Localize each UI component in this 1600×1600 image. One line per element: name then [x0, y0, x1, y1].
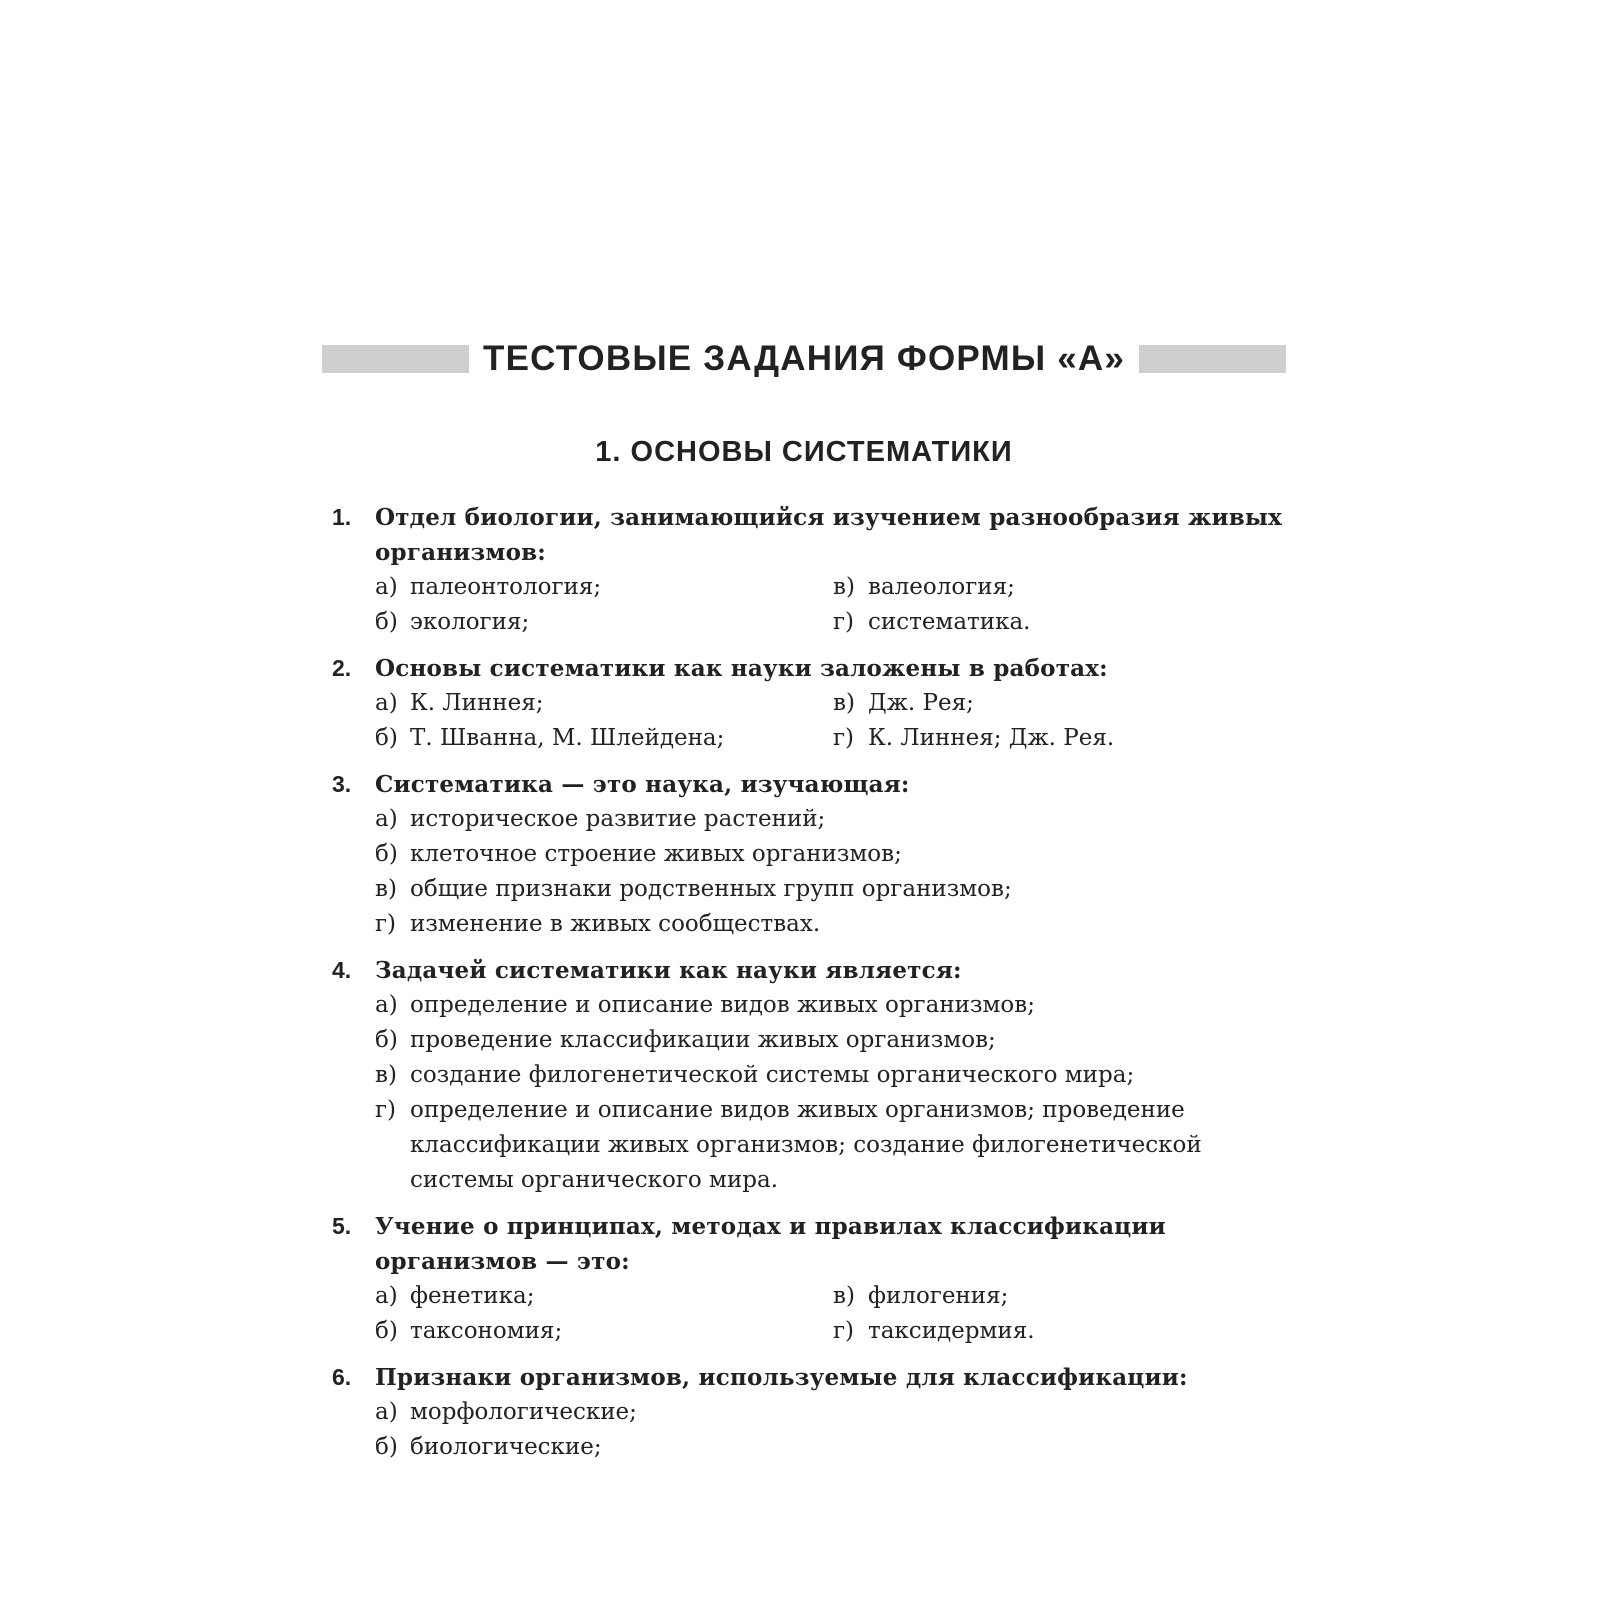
- answer-letter: б): [375, 1027, 398, 1053]
- question-number: 6.: [332, 1364, 352, 1390]
- question-header: [332, 767, 1292, 802]
- answer-list: [332, 802, 1292, 942]
- answer-option: [833, 1279, 1293, 1314]
- question-text: Систематика — это наука, изучающая:: [375, 771, 910, 798]
- page-title: ТЕСТОВЫЕ ЗАДАНИЯ ФОРМЫ «А»: [482, 339, 1126, 378]
- answer-letter: а): [375, 1399, 398, 1425]
- answer-letter: г): [375, 1097, 397, 1123]
- answer-list: [332, 1279, 1292, 1349]
- answer-letter: г): [833, 1318, 855, 1344]
- answer-letter: б): [375, 1318, 398, 1344]
- answer-option: [375, 1279, 833, 1314]
- question-number: 5.: [332, 1213, 352, 1239]
- answer-option: [375, 872, 1292, 907]
- question-text: Основы систематики как науки заложены в работах:: [375, 655, 1108, 682]
- answer-text: валеология;: [868, 574, 1015, 600]
- answer-option: [833, 1314, 1293, 1349]
- answer-text: палеонтология;: [410, 574, 602, 600]
- answer-letter: г): [375, 911, 397, 937]
- answer-text: биологические;: [410, 1434, 602, 1460]
- answer-option: [375, 988, 1292, 1023]
- answer-text: систематика.: [868, 609, 1031, 635]
- section-title: 1. ОСНОВЫ СИСТЕМАТИКИ: [595, 436, 1013, 468]
- answer-letter: б): [375, 841, 398, 867]
- answer-option: [375, 1314, 833, 1349]
- question-header: [332, 1209, 1292, 1279]
- answer-list: [332, 570, 1292, 640]
- answer-option: [833, 570, 1293, 605]
- answer-letter: в): [375, 1062, 397, 1088]
- answer-letter: в): [833, 1283, 855, 1309]
- question-header: [332, 1360, 1292, 1395]
- answer-option: [375, 802, 1292, 837]
- answer-text: историческое развитие растений;: [410, 806, 826, 832]
- question-item: [332, 767, 1292, 942]
- answer-text: Т. Шванна, М. Шлейдена;: [410, 725, 725, 751]
- answer-text: филогения;: [868, 1283, 1009, 1309]
- question-item: [332, 1209, 1292, 1349]
- question-number: 4.: [332, 957, 352, 983]
- question-list: [332, 500, 1292, 1476]
- answer-letter: г): [833, 609, 855, 635]
- question-number: 1.: [332, 504, 352, 530]
- answer-list: [332, 686, 1292, 756]
- answer-text: К. Линнея; Дж. Рея.: [868, 725, 1115, 751]
- answer-option: [375, 1058, 1292, 1093]
- answer-letter: в): [375, 876, 397, 902]
- answer-option: [375, 1023, 1292, 1058]
- question-item: [332, 651, 1292, 756]
- heading-bar-left: [322, 345, 469, 373]
- answer-option: [375, 907, 1292, 942]
- answer-letter: а): [375, 1283, 398, 1309]
- answer-letter: г): [833, 725, 855, 751]
- question-item: [332, 953, 1292, 1198]
- answer-letter: а): [375, 690, 398, 716]
- answer-letter: а): [375, 574, 398, 600]
- question-text: Признаки организмов, используемые для классификации:: [375, 1364, 1188, 1391]
- question-item: [332, 1360, 1292, 1465]
- answer-option: [375, 837, 1292, 872]
- page-heading: [322, 336, 1286, 382]
- question-text: Отдел биологии, занимающийся изучением разнообразия живых организмов:: [375, 504, 1283, 566]
- answer-option: [833, 605, 1293, 640]
- heading-bar-right: [1139, 345, 1286, 373]
- answer-option: [833, 686, 1293, 721]
- answer-text: создание филогенетической системы органического мира;: [410, 1062, 1135, 1088]
- question-number: 2.: [332, 655, 352, 681]
- answer-text: определение и описание видов живых организмов;: [410, 992, 1035, 1018]
- answer-letter: а): [375, 992, 398, 1018]
- question-text: Учение о принципах, методах и правилах классификации организмов — это:: [375, 1213, 1166, 1275]
- answer-text: определение и описание видов живых организмов; проведение классификации живых организмов; создание филогенетической системы органического мира.: [410, 1097, 1202, 1193]
- answer-option: [833, 721, 1293, 756]
- answer-option: [375, 1093, 1292, 1198]
- answer-option: [375, 570, 833, 605]
- answer-text: Дж. Рея;: [868, 690, 974, 716]
- answer-text: общие признаки родственных групп организмов;: [410, 876, 1012, 902]
- question-item: [332, 500, 1292, 640]
- question-header: [332, 651, 1292, 686]
- answer-letter: б): [375, 609, 398, 635]
- answer-option: [375, 721, 833, 756]
- answer-option: [375, 605, 833, 640]
- question-header: [332, 953, 1292, 988]
- answer-text: таксономия;: [410, 1318, 563, 1344]
- answer-option: [375, 1430, 1292, 1465]
- answer-letter: в): [833, 574, 855, 600]
- question-header: [332, 500, 1292, 570]
- answer-letter: в): [833, 690, 855, 716]
- question-text: Задачей систематики как науки является:: [375, 957, 962, 984]
- answer-text: изменение в живых сообществах.: [410, 911, 821, 937]
- answer-option: [375, 1395, 1292, 1430]
- answer-option: [375, 686, 833, 721]
- answer-text: клеточное строение живых организмов;: [410, 841, 902, 867]
- answer-text: морфологические;: [410, 1399, 637, 1425]
- answer-letter: б): [375, 1434, 398, 1460]
- answer-list: [332, 1395, 1292, 1465]
- question-number: 3.: [332, 771, 352, 797]
- answer-text: проведение классификации живых организмов;: [410, 1027, 996, 1053]
- answer-text: экология;: [410, 609, 530, 635]
- answer-text: К. Линнея;: [410, 690, 544, 716]
- answer-letter: б): [375, 725, 398, 751]
- answer-letter: а): [375, 806, 398, 832]
- answer-text: фенетика;: [410, 1283, 535, 1309]
- answer-list: [332, 988, 1292, 1198]
- answer-text: таксидермия.: [868, 1318, 1035, 1344]
